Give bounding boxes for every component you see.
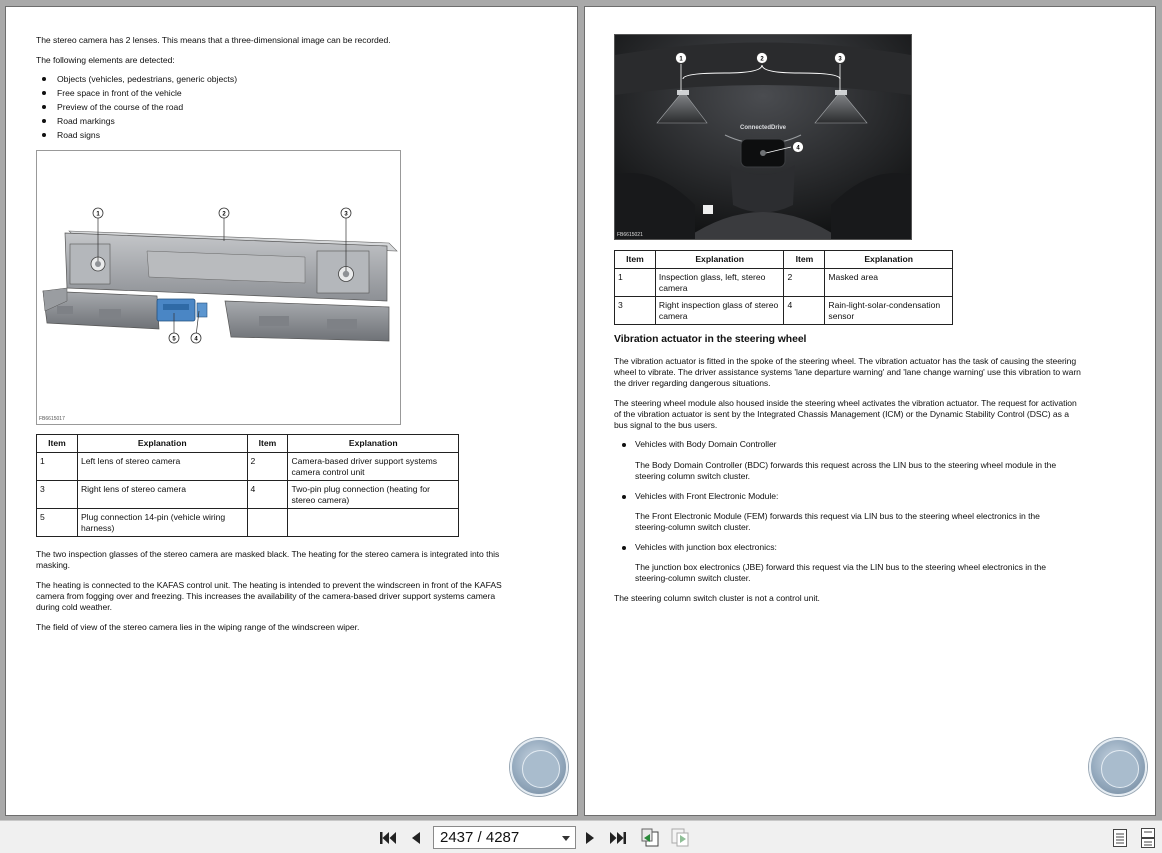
previous-page-button[interactable] [406,828,426,848]
previous-page-icon [409,830,423,846]
bullet-dot [622,443,626,447]
table-row [37,481,459,509]
variant-title-jbe: Vehicles with junction box electronics: [635,542,777,552]
table-cell: Plug connection 14-pin (vehicle wiring harness) [77,509,247,537]
list-item: Objects (vehicles, pedestrians, generic objects) [36,72,536,86]
last-page-button[interactable] [608,828,628,848]
table-cell: 1 [615,269,656,297]
go-back-view-button[interactable] [640,828,660,848]
detected-elements-list [36,72,536,142]
table-cell: 3 [37,481,78,509]
intro-text: The stereo camera has 2 lenses. This means that a three-dimensional image can be recorded. [36,35,391,45]
windscreen-camera-illustration [615,35,911,239]
table-cell: Inspection glass, left, stereo camera [655,269,784,297]
callout-3 [835,53,846,64]
table-row [37,453,459,481]
variant-title-bdc: Vehicles with Body Domain Controller [635,439,777,449]
table-cell: Two-pin plug connection (heating for stereo camera) [288,481,459,509]
table-cell: 4 [247,481,288,509]
single-page-view-button[interactable] [1110,828,1130,848]
continuous-view-icon [1140,828,1156,848]
section-heading: Vibration actuator in the steering wheel [614,334,807,345]
column-header: Item [247,435,288,453]
figure-code: FB6615021 [617,232,643,238]
variant-text-fem: The Front Electronic Module (FEM) forwards this request via LIN bus to the steering wheel electronics in the steering-column switch cluster. [635,511,1040,532]
callout-label: 4 [194,336,198,343]
table-cell: 5 [37,509,78,537]
heating-paragraph: The heating is connected to the KAFAS control unit. The heating is intended to prevent the windscreen in front of the KAFAS camera from fogging over and freezing. This increases the availability of the camera-based driver support systems camera during cold weather. [36,580,502,612]
manual-logo-badge [1089,738,1147,796]
list-item: Preview of the course of the road [36,100,536,114]
callout-label: 3 [344,211,348,218]
column-header: Item [37,435,78,453]
table-cell: Rain-light-solar-condensation sensor [825,297,953,325]
column-header: Item [784,251,825,269]
table-cell: Masked area [825,269,953,297]
column-header: Explanation [288,435,459,453]
table-cell [247,509,288,537]
table-cell: 4 [784,297,825,325]
go-forward-view-button[interactable] [670,828,690,848]
table-cell: 3 [615,297,656,325]
table-row [615,297,953,325]
continuous-view-button[interactable] [1138,828,1158,848]
callout-label: 3 [838,56,842,63]
table-row [615,269,953,297]
callout-1 [93,208,103,218]
closing-paragraph: The steering column switch cluster is not a control unit. [614,593,820,603]
first-page-icon [379,830,397,846]
variant-text-jbe: The junction box electronics (JBE) forward this request via the LIN bus to the steering wheel electronics in the steering-column switch cluster. [635,562,1046,583]
list-item: Road markings [36,114,536,128]
steering-wheel-module-paragraph: The steering wheel module also housed inside the steering wheel activates the vibration actuator. The request for activation of the vibration actuator is sent by the Integrated Chassis Management (ICM) or the Dynamic Stability Control (DSC) as a bus signal to the bus users. [614,398,1077,430]
variant-text-bdc: The Body Domain Controller (BDC) forwards this request across the LIN bus to the steering wheel module in the steering column switch cluster. [635,460,1057,481]
page-number-select[interactable] [433,826,576,849]
masking-paragraph: The two inspection glasses of the stereo camera are masked black. The heating for the stereo camera is integrated into this masking. [36,549,500,570]
item-explanation-table [36,434,459,537]
table-cell: Right lens of stereo camera [77,481,247,509]
table-cell: Camera-based driver support systems camera control unit [288,453,459,481]
figure-code: FB6615017 [39,416,65,422]
table-row [37,509,459,537]
chevron-down-icon [562,836,570,841]
callout-label: 2 [760,56,764,63]
callout-5 [169,333,179,343]
single-page-view-icon [1112,828,1128,848]
callout-label: 1 [96,211,100,218]
list-item: Free space in front of the vehicle [36,86,536,100]
page-number-value: 2437 / 4287 [440,829,520,846]
manual-logo-badge [510,738,568,796]
column-header: Item [615,251,656,269]
list-item: Road signs [36,128,536,142]
table-cell [288,509,459,537]
next-page-icon [583,830,597,846]
document-page-left [5,6,578,816]
table-cell: 2 [784,269,825,297]
callout-label: 4 [796,145,800,152]
detected-intro-text: The following elements are detected: [36,55,175,65]
document-page-right [584,6,1156,816]
callout-2 [757,53,768,64]
callout-3 [341,208,351,218]
first-page-button[interactable] [378,828,398,848]
column-header: Explanation [825,251,953,269]
callout-2 [219,208,229,218]
callout-label: 1 [679,56,683,63]
bullet-dot [622,495,626,499]
field-of-view-paragraph: The field of view of the stereo camera lies in the wiping range of the windscreen wiper. [36,622,360,632]
stereo-camera-illustration [37,151,400,424]
windscreen-camera-photo [614,34,912,240]
table-header-row [37,435,459,453]
table-cell: Right inspection glass of stereo camera [655,297,784,325]
table-cell: 2 [247,453,288,481]
vibration-actuator-paragraph: The vibration actuator is fitted in the spoke of the steering wheel. The vibration actuator has the task of causing the steering wheel to vibrate. The driver assistance systems 'lane departure warning' and 'lane change warning' use this vibration to warn the driver regarding dangerous situations. [614,356,1081,388]
stereo-camera-figure [36,150,401,425]
callout-label: 2 [222,211,226,218]
callout-label: 5 [172,336,176,343]
column-header: Explanation [655,251,784,269]
column-header: Explanation [77,435,247,453]
connected-drive-label: ConnectedDrive [739,125,787,131]
callout-4 [191,333,201,343]
callout-1 [676,53,687,64]
callout-4 [793,142,804,153]
last-page-icon [609,830,627,846]
navigation-toolbar [0,820,1162,853]
variant-title-fem: Vehicles with Front Electronic Module: [635,491,779,501]
go-back-view-icon [640,828,660,848]
table-header-row [615,251,953,269]
bullet-dot [622,546,626,550]
item-explanation-table [614,250,953,325]
go-forward-view-icon [670,828,690,848]
table-cell: Left lens of stereo camera [77,453,247,481]
table-cell: 1 [37,453,78,481]
next-page-button[interactable] [580,828,600,848]
